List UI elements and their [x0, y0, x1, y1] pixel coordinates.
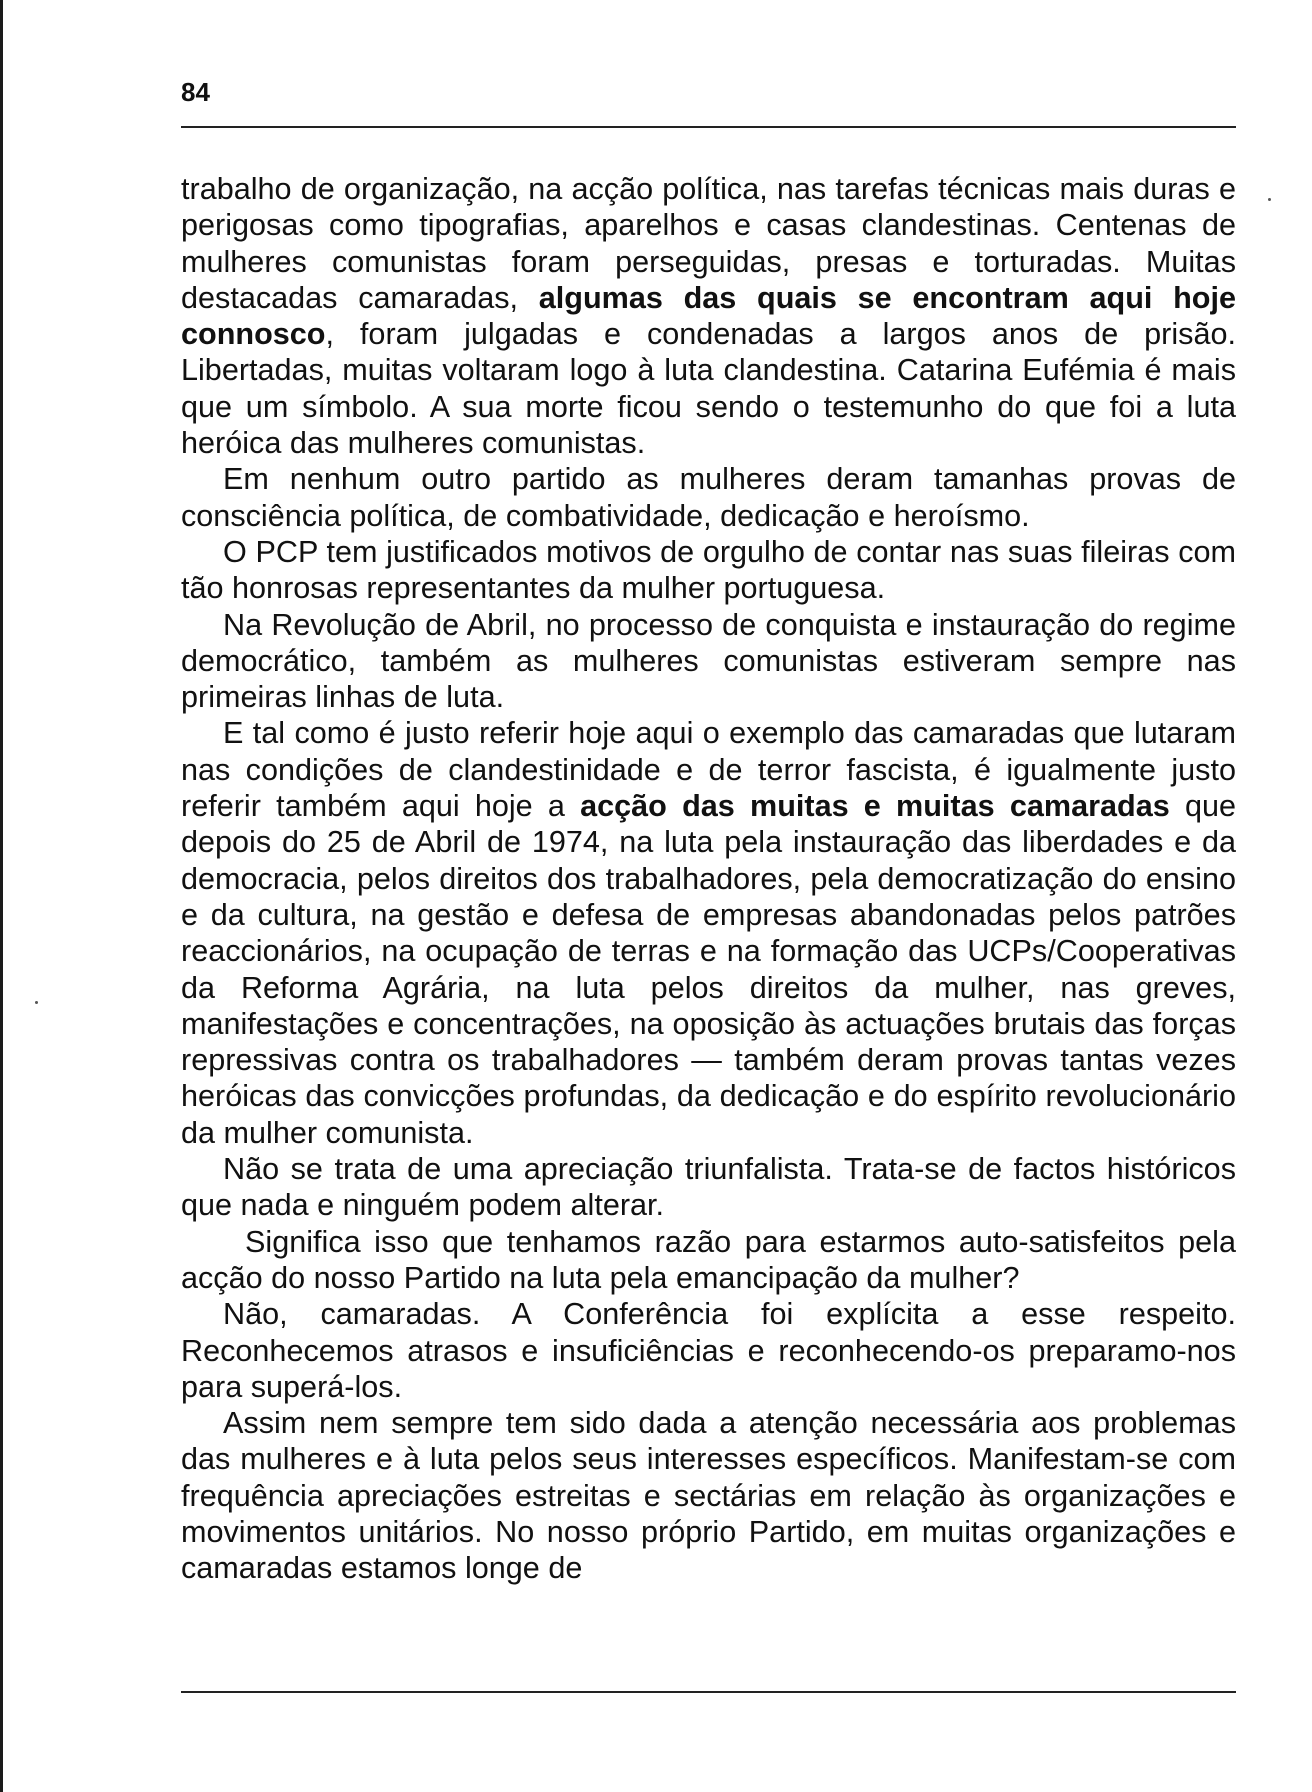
paragraph-1-text-start: trabalho de organização, na acção política, nas tarefas técnicas mais duras e perigosas como tipografias, aparelhos e casas clandestinas. Centenas de mulheres comunistas foram perseguidas, presas e torturadas. Muitas destacadas camaradas,	[181, 172, 1236, 315]
paragraph-8: Não, camaradas. A Conferência foi explícita a esse respeito. Reconhecemos atrasos e insuficiências e reconhecendo-os preparamo-nos para superá-los.	[181, 1297, 1236, 1404]
scan-left-edge	[0, 0, 3, 1792]
paragraph-3: O PCP tem justificados motivos de orgulho de contar nas suas fileiras com tão honrosas representantes da mulher portuguesa.	[181, 534, 1236, 606]
scan-speck	[1268, 198, 1271, 201]
paragraph-5-text-start: E tal como é justo referir hoje aqui o exemplo das camaradas que lutaram nas condições de clandestinidade e de terror fascista, é igualmente justo referir também aqui hoje a	[181, 716, 1236, 824]
paragraph-4: Na Revolução de Abril, no processo de conquista e instauração do regime democrático, também as mulheres comunistas estiveram sempre nas primeiras linhas de luta.	[181, 607, 1236, 715]
scan-speck	[35, 1001, 38, 1004]
paragraph-7: Significa isso que tenhamos razão para estarmos auto-satisfeitos pela acção do nosso Partido na luta pela emancipação da mulher?	[181, 1224, 1236, 1295]
paragraph-1-text-end: , foram julgadas e condenadas a largos anos de prisão. Libertadas, muitas voltaram logo à luta clandestina. Catarina Eufémia é mais que um símbolo. A sua morte ficou sendo o testemunho do que foi a luta heróica das mulheres comunistas.	[181, 317, 1236, 461]
paragraph-1-bold-phrase: algumas das quais se encontram aqui hoje connosco	[181, 280, 1236, 352]
header-rule	[181, 126, 1236, 128]
paragraph-2: Em nenhum outro partido as mulheres deram tamanhas provas de consciência política, de combatividade, dedicação e heroísmo.	[181, 462, 1236, 533]
paragraph-5-text-end: que depois do 25 de Abril de 1974, na luta pela instauração das liberdades e da democracia, pelos direitos dos trabalhadores, pela democratização do ensino e da cultura, na gestão e defesa de empresas abandonadas pelos patrões reaccionários, na ocupação de terras e na formação das UCPs/Cooperativas da Reforma Agrária, na luta pelos direitos da mulher, nas greves, manifestações e concentrações, na oposição às actuações brutais das forças repressivas contra os trabalhadores — também deram provas tantas vezes heróicas das convicções profundas, da dedicação e do espírito revolucionário da mulher comunista.	[181, 789, 1236, 1150]
document-body	[181, 171, 1236, 1587]
paragraph-9: Assim nem sempre tem sido dada a atenção necessária aos problemas das mulheres e à luta pelos seus interesses específicos. Manifestam-se com frequência apreciações estreitas e sectárias em relação às organizações e movimentos unitários. No nosso próprio Partido, em muitas organizações e camaradas estamos longe de	[181, 1406, 1236, 1586]
page-number: 84	[181, 77, 210, 107]
paragraph-1	[181, 171, 1236, 461]
paragraph-6: Não se trata de uma apreciação triunfalista. Trata-se de factos históricos que nada e ninguém podem alterar.	[181, 1152, 1236, 1223]
paragraph-5-bold-phrase: acção das muitas e muitas camaradas	[580, 789, 1170, 824]
paragraph-5	[181, 715, 1236, 1151]
footer-rule	[181, 1691, 1236, 1693]
